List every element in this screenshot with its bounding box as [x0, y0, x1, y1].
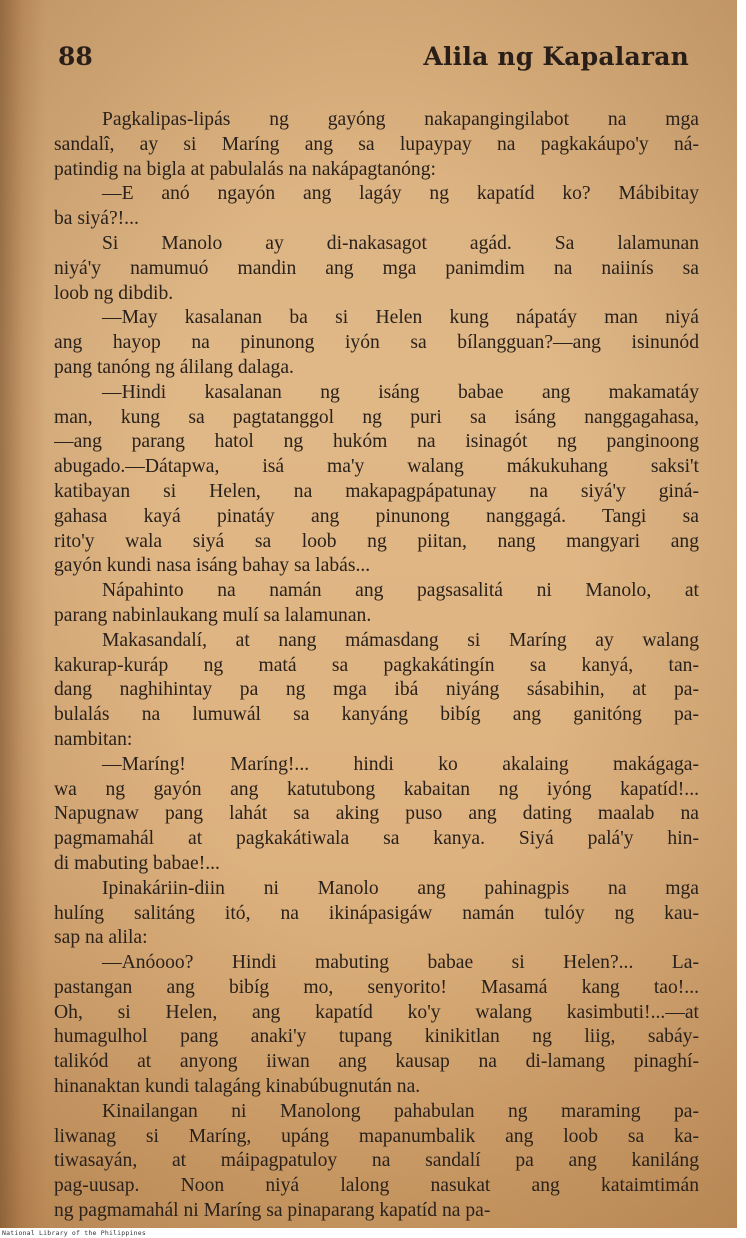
text-line: Napugnaw pang lahát sa aking puso ang dating maalab na	[54, 803, 699, 825]
text-line: pag-uusap. Noon niyá lalong nasukat ang kataimtimán	[54, 1175, 699, 1197]
text-line: —Hindi kasalanan ng isáng babae ang makamatáy	[102, 381, 699, 403]
text-line: sandalî, ay si Maríng ang sa lupaypay na pagkakáupo'y ná-	[54, 133, 699, 155]
paragraph	[54, 951, 699, 1100]
paragraph	[54, 108, 699, 182]
text-line: niyá'y namumuó mandin ang mga panimdim na naiinís sa	[54, 257, 699, 279]
text-line: Kinailangan ni Manolong pahabulan ng maraming pa-	[102, 1100, 699, 1122]
library-credit: National Library of the Philippines	[2, 1229, 146, 1237]
text-line: gahasa kayá pinatáy ang pinunong nanggagá. Tangi sa	[54, 505, 699, 527]
page-number: 88	[58, 42, 93, 71]
text-line: Pagkalipas-lipás ng gayóng nakapangingilabot na mga	[102, 109, 699, 130]
text-line: sap na alila:	[54, 927, 148, 949]
text-line: humagulhol pang anaki'y tupang kinikitlan ng liig, sabáy-	[54, 1026, 699, 1048]
text-line: ang hayop na pinunong iyón sa bílangguan?—ang isinunód	[54, 332, 699, 354]
text-line: —E anó ngayón ang lagáy ng kapatíd ko? Mábibitay	[102, 183, 699, 205]
text-line: bulalás na lumuwál sa kanyáng bibíg ang ganitóng pa-	[54, 704, 699, 726]
paragraph	[54, 753, 699, 877]
text-line: loob ng dibdib.	[54, 282, 174, 304]
text-line: kakurap-kuráp ng matá sa pagkakátingín sa kanyá, tan-	[54, 654, 699, 676]
text-line: di mabuting babae!...	[54, 852, 220, 874]
paragraph	[54, 182, 699, 232]
text-line: Nápahinto na namán ang pagsasalitá ni Manolo, at	[102, 580, 699, 602]
text-line: gayón kundi nasa isáng bahay sa labás...	[54, 555, 371, 577]
text-line: —May kasalanan ba si Helen kung nápatáy man niyá	[102, 307, 699, 329]
paragraph	[54, 579, 699, 629]
text-line: rito'y wala siyá sa loob ng piitan, nang mangyari ang	[54, 530, 699, 552]
text-line: Makasandalí, at nang mámasdang si Maríng ay walang	[102, 629, 699, 651]
text-line: hulíng salitáng itó, na ikinápasigáw namán tulóy ng kau-	[54, 902, 699, 924]
paragraph	[54, 1100, 699, 1224]
text-line: pang tanóng ng álilang dalaga.	[54, 356, 294, 378]
text-line: nambitan:	[54, 728, 133, 750]
running-title: Alila ng Kapalaran	[423, 42, 689, 71]
text-line: talikód at anyong iiwan ang kausap na di-lamang pinaghí-	[54, 1051, 699, 1073]
paragraph	[54, 306, 699, 380]
text-line: ba siyá?!...	[54, 208, 139, 230]
text-line: pagmamahál at pagkakátiwala sa kanya. Siyá palá'y hin-	[54, 828, 699, 850]
text-line: abugado.—Dátapwa, isá ma'y walang mákukuhang saksi't	[54, 456, 699, 478]
text-line: ng pagmamahál ni Maríng sa pinaparang kapatíd na pa-	[54, 1200, 491, 1222]
text-line: hinanaktan kundi talagáng kinabúbugnután na.	[54, 1076, 421, 1098]
page-spine-shadow	[0, 0, 46, 1228]
text-line: wa ng gayón ang katutubong kabaitan ng iyóng kapatíd!...	[54, 778, 699, 800]
text-line: Oh, si Helen, ang kapatíd ko'y walang kasimbuti!...—at	[54, 1001, 699, 1023]
text-line: liwanag si Maríng, upáng mapanumbalik ang loob sa ka-	[54, 1125, 699, 1147]
paragraph	[54, 381, 699, 579]
text-line: —Anóooo? Hindi mabuting babae si Helen?... La-	[102, 952, 699, 974]
paragraph	[54, 629, 699, 753]
text-line: man, kung sa pagtatanggol ng puri sa isáng nanggagahasa,	[54, 406, 699, 428]
paragraph	[54, 232, 699, 306]
paragraph	[54, 877, 699, 951]
text-line: parang nabinlaukang mulí sa lalamunan.	[54, 604, 372, 626]
text-line: Si Manolo ay di-nakasagot agád. Sa lalamunan	[102, 232, 699, 254]
text-line: Ipinakáriin-diin ni Manolo ang pahinagpis na mga	[102, 877, 699, 899]
text-line: dang naghihintay pa ng mga ibá niyáng sásabihin, at pa-	[54, 679, 699, 701]
text-line: —Maríng! Maríng!... hindi ko akalaing makágaga-	[102, 753, 699, 775]
text-line: patindig na bigla at pabulalás na nakápagtanóng:	[54, 158, 436, 180]
page-header	[58, 42, 689, 82]
text-line: —ang parang hatol ng hukóm na isinagót ng panginoong	[54, 431, 699, 453]
text-line: tiwasayán, at máipagpatuloy na sandalí pa ang kaniláng	[54, 1150, 699, 1172]
text-line: pastangan ang bibíg mo, senyorito! Masamá kang tao!...	[54, 976, 699, 998]
body-text	[54, 108, 699, 1224]
text-line: katibayan si Helen, na makapagpápatunay na siyá'y giná-	[54, 480, 699, 502]
